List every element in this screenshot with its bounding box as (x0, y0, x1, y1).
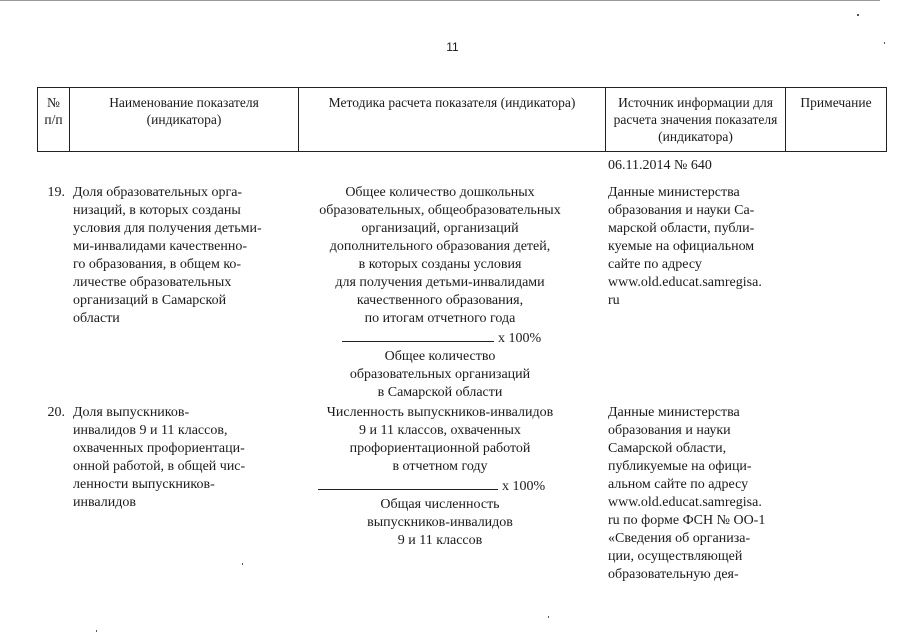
name-line: организаций в Самарской (73, 293, 227, 308)
row-20-name (73, 404, 263, 512)
fraction-bar (342, 328, 494, 342)
source-line: марской области, публи- (608, 221, 755, 236)
header-col-note: Примечание (786, 88, 887, 152)
scan-edge-line (0, 0, 880, 1)
row-20-number: 20. (47, 405, 65, 420)
row-19-number: 19. (47, 185, 65, 200)
denominator-line: Общая численность (380, 497, 500, 512)
denominator-line: Общее количество (384, 349, 496, 364)
source-line: ru (608, 293, 620, 308)
scan-dot (548, 616, 549, 618)
numerator-line: для получения детьми-инвалидами (335, 275, 545, 290)
name-line: ми-инвалидами качественно- (73, 239, 247, 254)
name-line: Доля выпускников- (73, 405, 190, 420)
header-col-name: Наименование показателя (индикатора) (70, 88, 299, 152)
source-line: образования и науки Са- (608, 203, 755, 218)
name-line: ленности выпускников- (73, 477, 215, 492)
row-20-formula (290, 404, 590, 550)
source-line: альном сайте по адресу (608, 477, 749, 492)
name-line: онной работой, в общей чис- (73, 459, 246, 474)
header-col-method: Методика расчета показателя (индикатора) (299, 88, 606, 152)
fraction-bar (318, 476, 498, 490)
multiplier: x 100% (498, 331, 542, 346)
name-line: низаций, в которых созданы (73, 203, 241, 218)
name-line: го образования, в общем ко- (73, 257, 242, 272)
source-line: Данные министерства (608, 405, 740, 420)
table-header (37, 87, 887, 152)
name-line: условия для получения детьми- (73, 221, 262, 236)
numerator-line: образовательных, общеобразовательных (319, 203, 561, 218)
source-line: образовательную дея- (608, 567, 739, 582)
denominator-line: выпускников-инвалидов (367, 515, 513, 530)
numerator-line: дополнительного образования детей, (329, 239, 551, 254)
source-line: публикуемые на офици- (608, 459, 752, 474)
scan-dot (857, 14, 859, 16)
source-line: куемые на официальном (608, 239, 755, 254)
name-line: охваченных профориентаци- (73, 441, 245, 456)
denominator-line: образовательных организаций (349, 367, 531, 382)
numerator-line: организаций, организаций (361, 221, 519, 236)
source-line: Самарской области, (608, 441, 727, 456)
name-line: инвалидов 9 и 11 классов, (73, 423, 228, 438)
page-number: 11 (446, 40, 459, 54)
name-line: личестве образовательных (73, 275, 232, 290)
scan-dot (96, 630, 97, 632)
carry-over-text: 06.11.2014 № 640 (608, 158, 712, 173)
numerator-line: Численность выпускников-инвалидов (326, 405, 554, 420)
multiplier: x 100% (502, 479, 546, 494)
numerator-line: 9 и 11 классов, охваченных (359, 423, 521, 438)
row-19-source (608, 184, 782, 310)
numerator-line: в отчетном году (392, 459, 488, 474)
fraction-bar-line (290, 328, 590, 348)
name-line: Доля образовательных орга- (73, 185, 243, 200)
denominator-line: 9 и 11 классов (397, 533, 483, 548)
header-col-num: № п/п (38, 88, 70, 152)
header-col-source: Источник информации для расчета значения показателя (индикатора) (606, 88, 786, 152)
name-line: инвалидов (73, 495, 136, 510)
source-line: образования и науки (608, 423, 731, 438)
source-line: www.old.educat.samregisa. (608, 275, 762, 290)
denominator-line: в Самарской области (377, 385, 503, 400)
source-line: ции, осуществляющей (608, 549, 743, 564)
scan-dot (242, 563, 243, 565)
name-line: области (73, 311, 120, 326)
source-line: www.old.educat.samregisa. (608, 495, 762, 510)
numerator-line: в которых созданы условия (358, 257, 522, 272)
fraction-bar-line (290, 476, 590, 496)
numerator-line: по итогам отчетного года (364, 311, 516, 326)
source-line: ru по форме ФСН № ОО-1 (608, 513, 766, 528)
row-20-source (608, 404, 782, 584)
numerator-line: Общее количество дошкольных (345, 185, 535, 200)
source-line: сайте по адресу (608, 257, 702, 272)
numerator-line: профориентационной работой (349, 441, 531, 456)
row-19-formula (290, 184, 590, 402)
row-19-name (73, 184, 263, 328)
source-line: Данные министерства (608, 185, 740, 200)
source-line: «Сведения об организа- (608, 531, 751, 546)
numerator-line: качественного образования, (356, 293, 524, 308)
